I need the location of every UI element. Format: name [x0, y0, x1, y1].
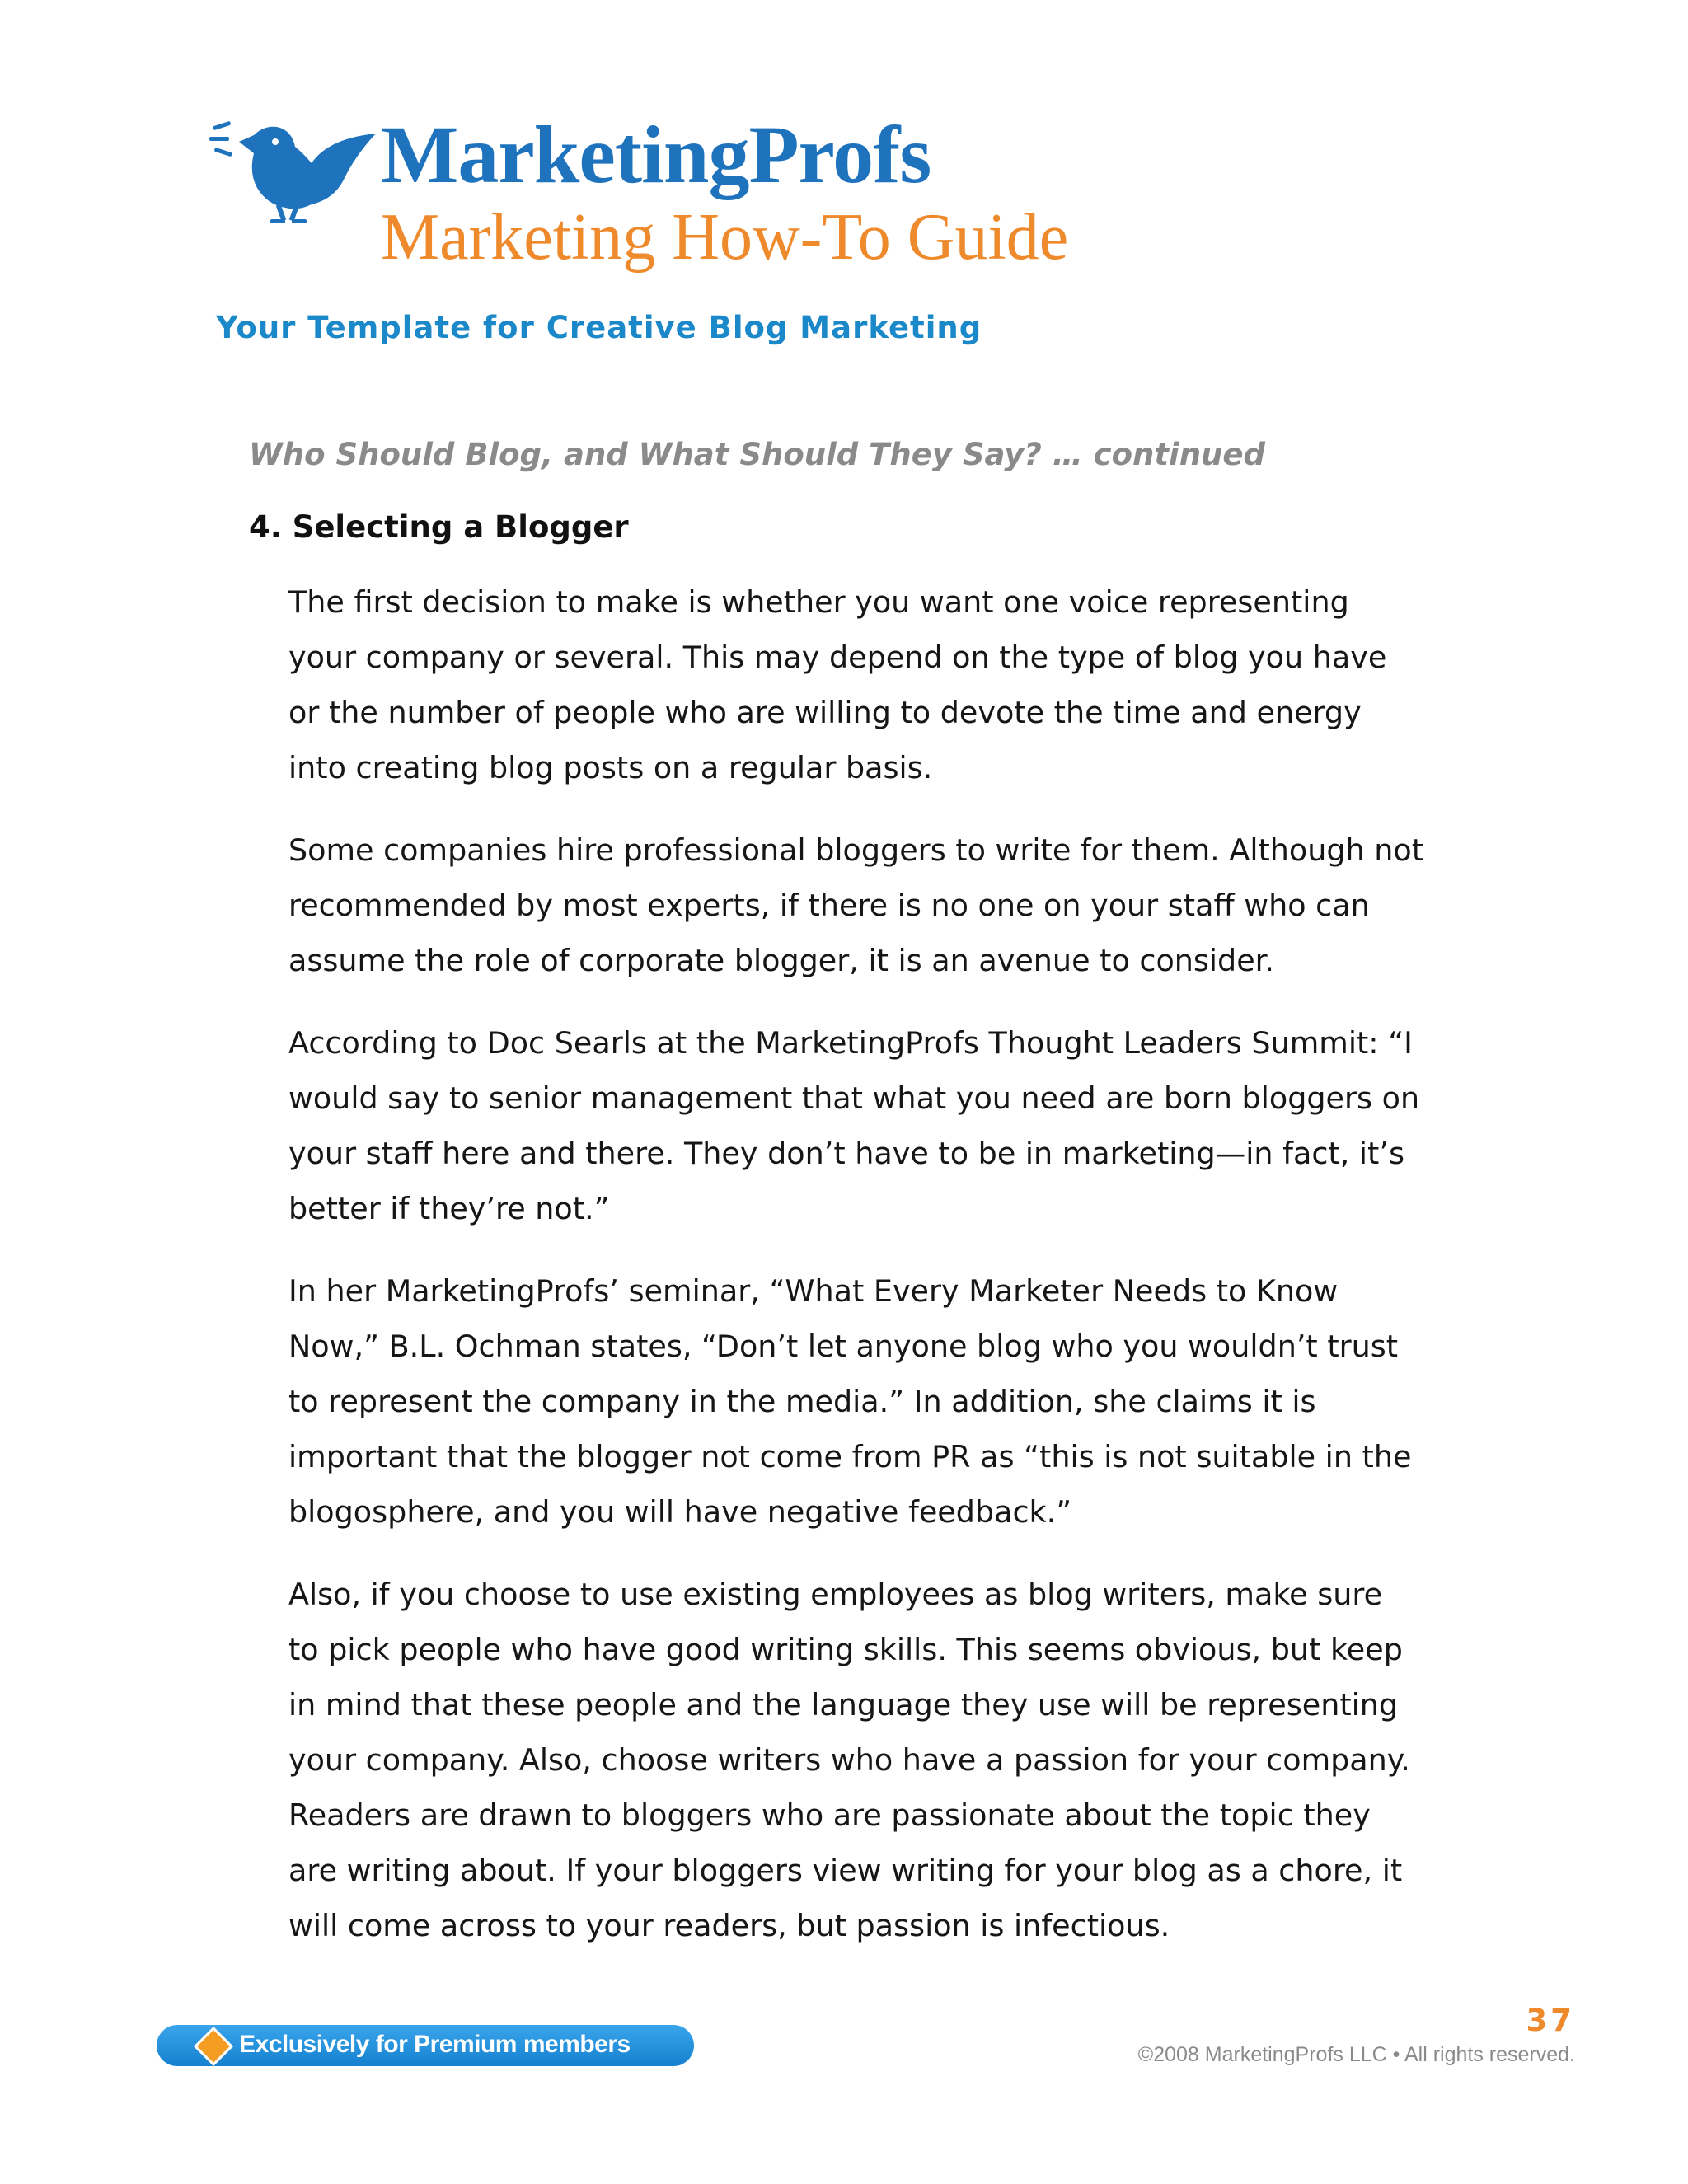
sub-heading: 4. Selecting a Blogger: [249, 509, 629, 545]
brand-name: MarketingProfs: [381, 109, 931, 200]
body-text: [288, 574, 1459, 1980]
bird-logo-icon: [206, 99, 379, 231]
premium-badge: [157, 2025, 694, 2066]
copyright: ©2008 MarketingProfs LLC • All rights reserved.: [1137, 2043, 1575, 2066]
page-number: 37: [1526, 2003, 1575, 2038]
paragraph: Some companies hire professional bloggers to write for them. Although not recommended by most experts, if there is no one on your staff who can assume the role of corporate blogger, it is an avenue to consider.: [288, 832, 1424, 978]
paragraph: According to Doc Searls at the MarketingProfs Thought Leaders Summit: “I would say to senior management that what you need are born bloggers on your staff here and there. They don’t have to be in marketing—in fact, it’s better if they’re not.”: [288, 1025, 1420, 1226]
paragraph: In her MarketingProfs’ seminar, “What Every Marketer Needs to Know Now,” B.L. Ochman states, “Don’t let anyone blog who you wouldn’t trust to represent the company in the media.” In addition, she claims it is important that the blogger not come from PR as “this is not suitable in the blogosphere, and you will have negative feedback.”: [288, 1273, 1412, 1530]
guide-title: Marketing How-To Guide: [381, 201, 1069, 274]
template-title: Your Template for Creative Blog Marketing: [216, 310, 982, 345]
section-title: Who Should Blog, and What Should They Say? … continued: [249, 437, 1265, 472]
badge-label: Exclusively for Premium members: [239, 2031, 631, 2058]
paragraph: Also, if you choose to use existing employees as blog writers, make sure to pick people who have good writing skills. This seems obvious, but keep in mind that these people and the language they use will be representing your company. Also, choose writers who have a passion for your company. Readers are drawn to bloggers who are passionate about the topic they are writing about. If your bloggers view writing for your blog as a chore, it will come across to your readers, but passion is infectious.: [288, 1577, 1410, 1943]
paragraph: The first decision to make is whether you want one voice representing your company or several. This may depend on the type of blog you have or the number of people who are willing to devote the time and energy into creating blog posts on a regular basis.: [288, 584, 1387, 785]
